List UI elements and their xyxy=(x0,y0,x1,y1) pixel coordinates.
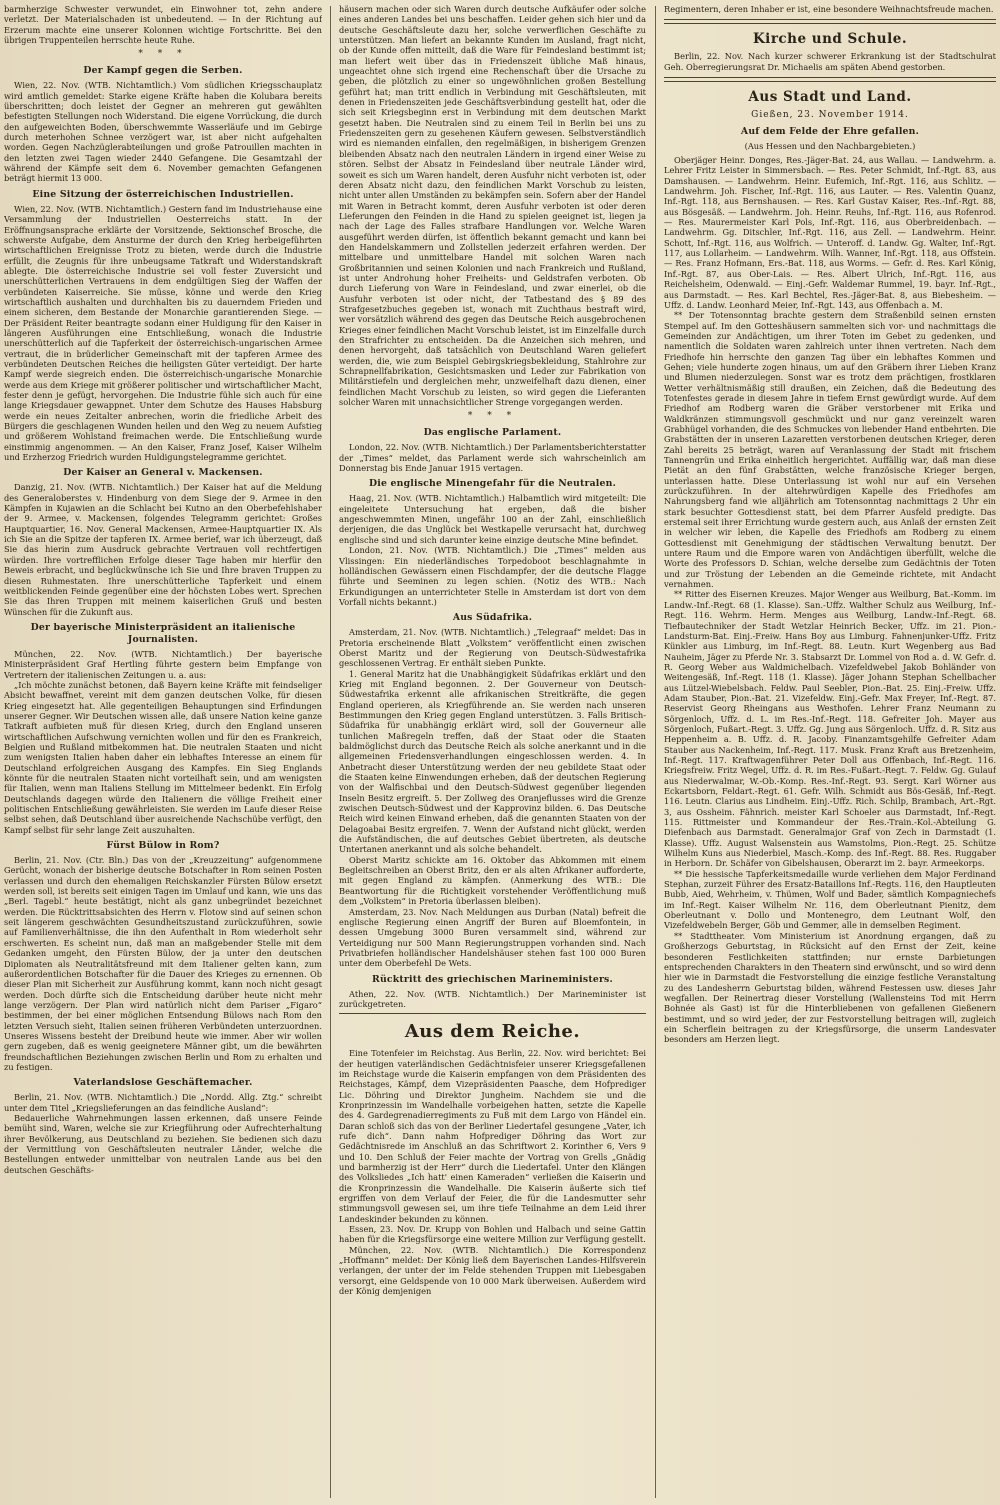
article-heading-suedafrika: Aus Südafrika. xyxy=(452,612,533,624)
article-body: Oberjäger Heinr. Donges, Res.-Jäger-Bat. 24, aus Wallau. — Landwehrm. a. Lehrer Fritz Leister in Simmersbach. — Res. Peter Schmidt, Inf.-Rgt. 83, aus Damshausen. — Landwehrm. Heinr. Eufemich, Inf.-Rgt. 116, aus Schlitz. — Landwehrm. Joh. Fischer, Inf.-Rgt. 116, aus Lauter. — Res. Valentin Quanz, Inf.-Rgt. 118, aus Bernshausen. — Res. Karl Gustav Kaiser, Res.-Inf.-Rgt. 88, aus Bösgesäß. — Landwehrm. Joh. Heinr. Reuhs, Inf.-Rgt. 116, aus Rofenrod. — Res. Maurermeister Karl Pols, Inf.-Rgt. 116, aus Oberbreidenbach. — Landwehrm. Gg. Ditschler, Inf.-Rgt. 116, aus Zell. — Landwehrm. Heinr. Schott, Inf.-Rgt. 116, aus Wolfrich. — Unteroff. d. Landw. Gg. Walter, Inf.-Rgt. 117, aus Lollarheim. — Landwehrm. Wilh. Wanner, Inf.-Rgt. 118, aus Offstein. — Res. Franz Hofmann, Ers.-Bat. 118, aus Worms. — Gefr. d. Res. Karl König, Inf.-Rgt. 87, aus Ober-Lais. — Res. Albert Ulrich, Inf.-Rgt. 116, aus Reichelsheim, Odenwald. — Einj.-Gefr. Waldemar Rummel, 19. bayr. Inf.-Rgt., aus Darmstadt. — Res. Karl Bechtel, Res.-Jäger-Bat. 8, aus Biebesheim. — Uffz. d. Landw. Leonhard Meier, Inf.-Rgt. 143, aus Offenbach a. M. xyxy=(664,155,996,310)
article-quote: „Ich möchte zunächst betonen, daß Bayern keine Kräfte mit feindseliger Absicht bewaffnet, vereint mit dem ganzen deutschen Volke, für diesen Krieg eingesetzt hat. Alle gegenteiligen Behauptungen sind Erfindungen unserer Gegner. Wir Deutschen wissen alle, daß unsere Nation keine ganze Tatkraft aufbieten muß für diesen Krieg, durch den England unseren wirtschaftlichen Aufschwung vernichten wollen und für den es Frankreich, Belgien und Rußland mitbekommen hat. Die neutralen Staaten und nicht zum wenigsten Italien haben daher ein lebhaftes Interesse an einem für Deutschland erfolgreichen Ausgang des Kampfes. Ein Sieg Englands könnte für die neutralen Staaten nicht vorteilhaft sein, und am wenigsten für Italien, wenn man Italiens Stellung im Mittelmeer bedenkt. Ein Erfolg Deutschlands dagegen würde den Italienern die völlige Freiheit einer politischen Entschließung gewährleisten. Sie werden im Laufe dieser Reise selbst sehen, daß Deutschland über ausreichende Nachschübe verfügt, den Kampf selbst für sehr lange Zeit auszuhalten. xyxy=(4,679,322,835)
article-body: München, 22. Nov. (WTB. Nichtamtlich.) Der bayerische Ministerpräsident Graf Hertling führte gestern beim Empfange von Vertretern der italienischen Zeitungen u. a. aus: xyxy=(4,648,322,680)
article-heading-gefallen: Auf dem Felde der Ehre gefallen. xyxy=(740,126,920,138)
section-heading-stadt-land: Aus Stadt und Land. xyxy=(748,89,912,106)
article-continuation: häusern machen oder sich Waren durch deutsche Aufkäufer oder solche eines anderen Landes bei uns beschaffen. Leider gehen sich hier und da deutsche Geschäftsleute dazu her, solche verwerflichen Geschäfte zu unterstützen. Man liefert an bekannte Kunden im Ausland, fragt nicht, ob der Kunde offen mitteilt, daß die Ware für Feindesland bestimmt ist; man liefert weit über das in Friedenszeit übliche Maß hinaus, ungeachtet ohne sich irgend eine Rechenschaft über die Ursache zu geben, die plötzlich zu einer so ungewöhnlichen großen Bestellung geführt hat; man tritt endlich in Verbindung mit Geschäftsleuten, mit denen in Friedenszeiten jede Geschäftsverbindung gestellt hat, oder die sich seit Kriegsbeginn erst in Verbindung mit dem deutschen Markt gesetzt haben. Die Neutralen sind zu einem Teil in Berlin bei uns zu Friedenszeiten gern zu gesehenen Käufern gewesen. Selbstverständlich wird es niemanden einfallen, den regelmäßigen, in bisherigem Grenzen bleibenden Absatz nach den neutralen Ländern in irgend einer Weise zu stören. Selbst der Absatz in Feindesland über neutrale Länder wird, soweit es sich um Waren handelt, deren Ausfuhr nicht verboten ist, oder deren Absatz nicht dazu, den feindlichen Markt Vorschub zu leisten, nicht unter allen Umständen zu bekämpfen sein. Sofern aber der Handel mit Waren in Betracht kommt, deren Ausfuhr verboten ist oder deren Lieferungen den Feinden in die Hand zu spielen geeignet ist, liegen ja nach der Lage des Falles strafbare Handlungen vor. Welche Waren ausgeführt werden dürfen, ist öffentlich bekannt gemacht und kann bei den Handelskammern und Zollstellen jederzeit erfahren werden. Der mittelbare und unmittelbare Handel mit solchen Waren nach Großbritannien und seinen Kolonien und nach Frankreich und Rußland, ist unter Androhung hoher Freiheits- und Geldstrafen verboten. Ob durch Lieferung von Ware in Feindesland, und zwar einerlei, ob die Ausfuhr verboten ist oder nicht, der Tatbestand des § 89 des Strafgesetzbuches gegeben ist, wonach mit Zuchthaus bestraft wird, wer vorsätzlich während des gegen das Deutsche Reich ausgebrochenen Krieges einer feindlichen Macht Vorschub leistet, ist im Einzelfalle durch den Strafrichter zu entscheiden. Da die Anzeichen sich mehren, und denen hervorgeht, daß tatsächlich von Deutschland Waren geliefert werden, die, wie zum Beispiel Gebirgskriegsbekleidung, Stahlrohre zur Schrapnellfabrikation, Gesichtsmasken und Leder zur Fabrikation von Militärstiefeln und dergleichen mehr, unzweifelhaft dazu dienen, einer feindlichen Macht Vorschub zu leisten, so wird gegen die Lieferanten solcher Waren mit unnachsichtlicher Strenge vorgegangen werden. xyxy=(339,4,646,408)
article-body: London, 21. Nov. (WTB. Nichtamtlich.) Die „Times“ melden aus Vlissingen: Ein niederländisches Torpedoboot beschlagnahmte in holländischen Gewässern einen Fischdampfer, der die deutsche Flagge führte und Seeminen zu legen schien. (Notiz des WTB.: Nach Erkundigungen an unterrichteter Stelle in Amsterdam ist dort von dem Vorfall nichts bekannt.) xyxy=(339,545,646,607)
article-body: Berlin, 21. Nov. (WTB. Nichtamtlich.) Die „Nordd. Allg. Ztg.“ schreibt unter dem Titel „Kriegslieferungen an das feindliche Ausland“: xyxy=(4,1092,322,1113)
article-heading-parlament: Das englische Parlament. xyxy=(423,427,562,439)
article-body: Amsterdam, 23. Nov. Nach Meldungen aus Durban (Natal) befreit die englische Regierung einen Angriff der Buren auf Bloemfontein, in dessen Umgebung 3000 Buren versammelt sind, während zur Verteidigung nur 500 Mann Regierungstruppen vorhanden sind. Nach Privatbriefen holländischer Handelshäuser stehen fast 100 000 Buren unter dem Oberbefehl De Wets. xyxy=(339,906,646,969)
section-heading-reich: Aus dem Reiche. xyxy=(404,1021,581,1043)
article-body: Essen, 23. Nov. Dr. Krupp von Bohlen und Halbach und seine Gattin haben für die Kriegsfürsorge eine weitere Million zur Verfügung gestellt. xyxy=(339,1224,646,1245)
column-rule xyxy=(655,6,656,1498)
section-heading-kirche: Kirche und Schule. xyxy=(752,31,908,48)
article-body: ** Die hessische Tapferkeitsmedaille wurde verliehen dem Major Ferdinand Stephan, zurzeit Führer des Ersatz-Bataillons Inf.-Regts. 116, den Hauptleuten Bubb, Aied, Wehrheim, v. Thümen, Wolf und Bader, sämtlich Kompagniechefs im Inf.-Regt. Kaiser Wilhelm Nr. 116, dem Oberleutnant Pienitz, dem Oberleutnant v. Dollo und Montenegro, dem Leutnant Wolf, den Vizefeldwebeln Berger, Göb und Gemmer, alle in demselben Regiment. xyxy=(664,868,996,931)
article-body: München, 22. Nov. (WTB. Nichtamtlich.) Die Korrespondenz „Hoffmann“ meldet: Der König ließ dem Bayerischen Landes-Hilfsverein verlangen, der unter der im Felde stehenden Truppen mit Liebesgaben versorgt, eine Geldspende von 10 000 Mark überweisen. Außerdem wird der König demjenigen xyxy=(339,1244,646,1297)
dateline: Gießen, 23. November 1914. xyxy=(751,110,909,121)
article-body: Haag, 21. Nov. (WTB. Nichtamtlich.) Halbamtlich wird mitgeteilt: Die eingeleitete Untersuchung hat ergeben, daß die bisher angeschwemmten Minen, ungefähr 100 an der Zahl, einschließlich derjenigen, die das Unglück bei Westkapelle verursacht hat, durchweg englische sind und sich darunter keine einzige deutsche Mine befindet. xyxy=(339,493,646,545)
article-heading-buelow: Fürst Bülow in Rom? xyxy=(106,840,220,852)
column-middle xyxy=(339,4,646,1500)
article-body: London, 22. Nov. (WTB. Nichtamtlich.) Der Parlamentsberichterstatter der „Times“ meldet, das Parlament werde sich wahrscheinlich am Donnerstag bis Ende Januar 1915 vertagen. xyxy=(339,442,646,474)
column-right xyxy=(664,4,996,1500)
section-rule xyxy=(664,19,996,24)
article-body: ** Der Totensonntag brachte gestern dem Straßenbild seinen ernsten Stempel auf. Im den Gotteshäusern sammelten sich vor- und nachmittags die Gemeinden zur Andächtigen, um ihrer Toten im Gebet zu gedenken, und namentlich die Soldaten waren zahlreich unter ihnen vertreten. Nach dem Friedhofe hin herrschte den ganzen Tag über ein lebhaftes Kommen und Gehen; viele hunderte zogen hinaus, um auf den Gräbern ihrer Lieben Kranz und Blumen niederzulegen. Sonst war es trotz dem prächtigen, frostklaren Wetter verhältnismäßig still draußen, ein Zeichen, daß die Bedeutung des Totenfestes gerade in diesem Jahre in tiefem Ernst gewürdigt wurde. Auf dem Friedhof am Rodberg waren die Gräber verstorbener mit Erika und Waldkränzen stimmungsvoll geschmückt und nur ganz vereinzelt waren Grabhügel vorhanden, die des Schmuckes von liebender Hand entbehrten. Die Grabstätten der in unseren Lazaretten verstorbenen deutschen Krieger, deren Zahl bereits 25 beträgt, waren auf Veranlassung der Stadt mit frischem Tannengrün und Erika einheitlich hergerichtet. Auffällig war, daß man diese Pietät an den fünf Grabstätten, welche französische Krieger bergen, unterlassen hatte. Diese Unterlassung ist wohl nur auf ein Versehen zurückzuführen. In der altehrwürdigen Kapelle des Friedhofes am Nahrungsberg fand wie alljährlich am Totensonntag nachmittags 2 Uhr ein stark besuchter Gottesdienst statt, bei dem Pfarrer Ausfeld predigte. Das erstemal seit ihrer Errichtung wurde gestern auch, aus Anlaß der ernsten Zeit in welcher wir leben, die Kapelle des Friedhofs am Rodberg zu einem Gottesdienst mit Genehmigung der städtischen Verwaltung benutzt. Der untere Raum und die Empore waren von Andächtigen überfüllt, welche die Worte des Professors D. Schian, welche derselbe zum Gedächtnis der Toten und zur Tröstung der Lebenden an die Gemeinde richtete, mit Andacht vernahmen. xyxy=(664,310,996,590)
section-separator: * * * xyxy=(467,411,518,422)
section-rule xyxy=(339,1013,646,1014)
article-body: Wien, 22. Nov. (WTB. Nichtamtlich.) Vom südlichen Kriegsschauplatz wird amtlich gemeldet: Starke eigene Kräfte haben die Kolubara bereits überschritten; doch leistet der Gegner an mehreren gut gewählten befestigten Stellungen noch Widerstand. Die eigene Vorrückung, die durch den aufgeweichten Boden, überschwemmte Wasserläufe und im Gebirge durch meterhohen Schnee verzögert war, ist aber nicht aufgehalten worden. Gegen Nachzüglerabteilungen und große Patrouillen machten in den letzten zwei Tagen wieder 2440 Gefangene. Die Gesamtzahl der während der Kämpfe seit dem 6. November gemachten Gefangenen beträgt hiermit 13 000. xyxy=(4,80,322,184)
article-body: Bedauerliche Wahrnehmungen lassen erkennen, daß unsere Feinde bemüht sind, Waren, welche sie zur Kriegführung oder Aufrechterhaltung ihrer Bevölkerung, aus Deutschland zu beziehen. Sie bedienen sich dazu der Vermittlung von Geschäftsleuten neutraler Länder, welche die Bestellungen entweder unmittelbar von neutralen Lande aus bei den deutschen Geschäfts- xyxy=(4,1112,322,1175)
article-body: Berlin, 21. Nov. (Ctr. Bln.) Das von der „Kreuzzeitung“ aufgenommene Gerücht, wonach der bisherige deutsche Botschafter in Rom seinen Posten verlassen und durch den ehemaligen Reichskanzler Fürsten Bülow ersetzt werden soll, ist bereits seit einigen Tagen im Umlauf und kann, wie uns das „Berl. Tagebl.“ heute bestätigt, nicht als ganz unbegründet bezeichnet werden. Die Rücktrittsabsichten des Herrn v. Flotow sind auf seinen schon seit längerem geschwächten Gesundheitszustand zurückzuführen, sowie auf Familienverhältnisse, die ihn den Aufenthalt in Rom wiederholt sehr erschwerten. Es scheint nun, daß man an maßgebender Stelle mit dem Gedanken umgeht, den Fürsten Bülow, der ja unter den deutschen Diplomaten als Neutralitätsfreund mit dem Italiener gelten kann, zum außerordentlichen Botschafter für die Dauer des Krieges zu ernennen. Ob dieser Plan mit Sicherheit zur Ausführung kommt, kann noch nicht gesagt werden. Doch dürfte sich die Entscheidung darüber heute nicht mehr lange verzögern. Der Plan wird natürlich nicht dem Pariser „Figaro“ bestimmen, der bei einer möglichen Entsendung Bülows nach Rom den letzten Versuch sieht, Italien seinen früheren Verbündeten unterzuordnen. Unseres Wissens besteht der Dreibund heute wie immer. Aber wir wollen gern zugeben, daß es wenig geeignetere Männer gibt, um die bewährten freundschaftlichen Beziehungen zwischen Berlin und Rom zu erhalten und zu festigen. xyxy=(4,855,322,1072)
article-heading-mackensen: Der Kaiser an General v. Mackensen. xyxy=(63,467,263,479)
article-body: ** Stadttheater. Vom Ministerium ist Anordnung ergangen, daß zu Großherzogs Geburtstag, in Rücksicht auf den Ernst der Zeit, keine besonderen Festlichkeiten stattfinden; nur ernste Darbietungen entsprechenden Charakters in den Theatern sind erwünscht, und so wird denn hier wie in Darmstadt die Festvorstellung die einzige festliche Veranstaltung zu des Landesherrn Geburtstag bilden, während Festessen usw. dieses Jahr wegfallen. Der Reinertrag dieser Vorstellung (Wallensteins Tod mit Herrn Bohnée als Gast) ist für die Hinterbliebenen von gefallenen Gießenern bestimmt, und so wird jeder, der zur Festvorstellung beitragen will, zugleich ein Scherflein beitragen zu der Kriegsfürsorge, die unserm Landesvater besonders am Herzen liegt. xyxy=(664,930,996,1045)
article-body: Berlin, 22. Nov. Nach kurzer schwerer Erkrankung ist der Stadtschulrat Geh. Oberregierungsrat Dr. Michaelis am späten Abend gestorben. xyxy=(664,51,996,72)
article-continuation: barmherzige Schwester verwundet, ein Einwohner tot, zehn andere verletzt. Der Materialschaden ist unbedeutend. — In der Richtung auf Erzerum machte eine unserer Kolonnen wichtige Fortschritte. Bei den übrigen Truppenteilen herrschte heute Ruhe. xyxy=(4,4,322,46)
article-body: Oberst Maritz schickte am 16. Oktober das Abkommen mit einem Begleitschreiben an Oberst Britz, den er als alten Afrikaner aufforderte, mit gegen England zu kämpfen. (Anmerkung des WTB.: Die Beantwortung für die Richtigkeit vorstehender Veröffentlichung muß dem „Volkstem“ in Pretoria überlassen bleiben). xyxy=(339,854,646,907)
article-heading-ministerpraesident: Der bayerische Ministerpräsident an italienische Journalisten. xyxy=(30,621,296,645)
article-heading-geschaeftemacher: Vaterlandslose Geschäftemacher. xyxy=(73,1077,253,1089)
column-rule xyxy=(330,6,331,1498)
article-heading-industrielle: Eine Sitzung der österreichischen Industriellen. xyxy=(32,188,294,200)
article-body: 1. General Maritz hat die Unabhängigkeit Südafrikas erklärt und den Krieg mit England begonnen. 2. Der Gouverneur von Deutsch-Südwestafrika erkennt alle afrikanischen Streitkräfte, die gegen England operieren, als Kriegführende an. Sie werden nach unseren Bestimmungen den Krieg gegen England unterstützen. 3. Falls Britisch-Südafrika für unabhängig erklärt wird, soll der Gouverneur alle tunlichen Maßregeln treffen, daß der Staat oder die Staaten baldmöglichst durch das Deutsche Reich als solche anerkannt und in die allgemeinen Friedensverhandlungen eingeschlossen werden. 4. In Anbetracht dieser Unterstützung werden der neu gebildete Staat oder die Staaten keine Einwendungen erheben, daß der deutschen Regierung von der Walfischbai und den Deutsch-Südwest gegenüber liegenden Inseln Besitz ergreift. 5. Der Zollweg des Oranjeflusses wird die Grenze zwischen Deutsch-Südwest und der Kapprovinz bilden. 6. Das Deutsche Reich wird keinen Einwand erheben, daß die genannten Staaten von der Delagoabai Besitz ergreifen. 7. Wenn der Aufstand nicht glückt, werden die Aufständischen, die auf deutsches Gebiet übertreten, als deutsche Untertanen anerkannt und als solche behandelt. xyxy=(339,668,646,855)
article-heading-marineminister: Rücktritt des griechischen Marineministers. xyxy=(372,973,613,985)
article-body: Eine Totenfeier im Reichstag. Aus Berlin, 22. Nov. wird berichtet: Bei der heutigen vaterländischen Gedächtnisfeier unserer Kriegsgefallenen im Reichstage wurde die Kaiserin empfangen von dem Präsidenten des Reichstages, Kämpf, dem Vizepräsidenten Paasche, dem Hofprediger Lic. Döhring und Direktor Jungheim. Nachdem sie und die Kronprinzessin im Wandelhalle vorbeigehen hatten, setzte die Kapelle des 4. Gardegrenadierregiments zu Fuß mit dem Largo von Händel ein. Daran schloß sich das von der Berliner Liedertafel gesungene „Vater, ich rufe dich“. Dann nahm Hofprediger Döhring das Wort zur Gedächtnisrede im Anschluß an das Schriftwort 2. Korinther 6, Vers 9 und 10. Den Schluß der Feier machte der Vortrag von Grells „Gnädig und barmherzig ist der Herr“ durch die Liedertafel. Unter den Klängen des Volksliedes „Ich hatt' einen Kameraden“ verließen die Kaiserin und die Kronprinzessin die Wandelhalle. Die Kaiserin äußerte sich tief ergriffen von dem Verlauf der Feier, die für die Landesmutter sehr stimmungsvoll gewesen sei, um ihre tiefe Teilnahme an dem Leid ihrer Landeskinder bekunden zu können. xyxy=(339,1048,646,1224)
article-heading-serben: Der Kampf gegen die Serben. xyxy=(83,65,243,77)
article-subheading: (Aus Hessen und den Nachbargebieten.) xyxy=(744,141,916,152)
article-body: Amsterdam, 21. Nov. (WTB. Nichtamtlich.) „Telegraaf“ meldet: Das in Pretoria erscheinende Blatt „Volkstem“ veröffentlicht einen zwischen Oberst Maritz und der Regierung von Deutsch-Südwestafrika geschlossenen Vertrag. Er enthält sieben Punkte. xyxy=(339,627,646,669)
section-rule xyxy=(664,77,996,82)
article-body: Danzig, 21. Nov. (WTB. Nichtamtlich.) Der Kaiser hat auf die Meldung des Generaloberstes v. Hindenburg von dem Siege der 9. Armee in den Kämpfen in Kujawien an die Schlacht bei Kutno an den Oberbefehlshaber der 9. Armee, v. Mackensen, folgendes Telegramm gerichtet: Großes Hauptquartier, 16. Nov. General Mackensen, Armee-Hauptquartier IX. Als ich Sie an die Spitze der tapferen IX. Armee berief, war ich überzeugt, daß Sie das hierin zum Ausdruck gebrachte Vertrauen voll rechtfertigen würden. Ihre vortrefflichen Erfolge dieser Tage haben mir hierfür den Beweis erbracht, und beglückwünsche ich Sie und Ihre braven Truppen zu diesen Ruhmestaten. Ihre unerschütterliche Tapferkeit und einem weitblickenden Feinde gegenüber eine der höchsten Lobes wert. Sprechen Sie das Ihren Truppen mit meinem kaiserlichen Gruß und besten Wünschen für die Zukunft aus. xyxy=(4,482,322,617)
article-body: ** Ritter des Eisernen Kreuzes. Major Wenger aus Weilburg, Bat.-Komm. im Landw.-Inf.-Regt. 68 (1. Klasse). San.-Uffz. Walther Schulz aus Weilburg, Inf.-Regt. 116. Wehrm. Herm. Menges aus Weilburg, Landw.-Inf.-Regt. 68. Tiefbautechniker der Stadt Wetzlar Heinrich Becker, Uffz. im 21. Pion.-Landsturm-Bat. Einj.-Freiw. Hans Boy aus Limburg. Fahnenjunker-Uffz. Fritz Künkler aus Limburg, im Inf.-Regt. 88. Leutn. Kurt Wegenberg aus Bad Nauheim, Jäger zu Pferde Nr. 3. Stabsarzt Dr. Lommel von Rod a. d. W. Gefr. d. R. Georg Weber aus Waldmichelbach. Vizefeldwebel Jakob Bohländer von Weitengesäß, Inf.-Regt. 118 (1. Klasse). Jäger Johann Stephan Schellbacher aus Lützel-Wiebelsbach. Feldw. Paul Seebler, Pion.-Bat. 25. Einj.-Freiw. Uffz. Adam Stauber, Pion.-Bat. 21. Vizefeldw. Einj.-Gefr. Max Freyer, Inf.-Regt. 87. Reservist Georg Rheingans aus Westhofen. Lehrer Franz Neumann zu Sörgenloch, Uffz. d. L. im Res.-Inf.-Regt. 118. Gefreiter Joh. Mayer aus Sörgenloch, Fußart.-Regt. 3. Uffz. Gg. Jung aus Sörgenloch. Uffz. d. R. Sitz aus Heppenheim a. B. Uffz. d. R. Jacoby. Finanzamtsgehilfe Gefreiter Adam Stauber aus Nackenheim, Inf.-Regt. 117. Musk. Franz Kraft aus Bretzenheim, Inf.-Regt. 117. Kraftwagenführer Peter Doll aus Offenbach, Inf.-Regt. 116. Kriegsfreiw. Fritz Wegel, Uffz. d. R. im Res.-Fußart.-Regt. 7. Feldw. Gg. Gulauf aus Niederwalmar, W.-Ob.-Komp. Res.-Inf.-Regt. 93. Sergt. Karl Wörner aus Eckartsborn, Feldart.-Regt. 61. Gefr. Wilh. Schmidt aus Bös-Gesäß, Inf.-Regt. 116. Leutn. Clarius aus Lindheim. Einj.-Uffz. Rich. Schilp, Brambach, Art.-Rgt. 3, aus Ossheim. Fähnrich. meister Karl Schoeler aus Darmstadt, Inf.-Regt. 115. Rittmeister und Kommandeur der Res.-Train.-Kol.-Abteilung G. Diefenbach aus Darmstadt. Generalmajor Graf von Zech in Darmstadt (1. Klasse). Uffz. August Walsenstein aus Wamstolms, Pion.-Regt. 25. Schütze Wilhelm Kuns aus Niederbiel, Masch.-Komp. des Inf.-Regt. 88. Res. Ruggaber in Herborn. Dr. Schäfer von Gibelshausen, Oberarzt im 2. bayr. Armeekorps. xyxy=(664,589,996,869)
section-separator: * * * xyxy=(138,49,188,60)
article-heading-minengefahr: Die englische Minengefahr für die Neutralen. xyxy=(368,478,617,490)
column-left xyxy=(4,4,322,1500)
article-body: Athen, 22. Nov. (WTB. Nichtamtlich.) Der Marineminister ist zurückgetreten. xyxy=(339,988,646,1009)
article-body: Wien, 22. Nov. (WTB. Nichtamtlich.) Gestern fand im Industriehause eine Versammlung der Industriellen Oesterreichs statt. In der Eröffnungsansprache erklärte der Vorsitzende, Sektionschef Brosche, die schwerste Aufgabe, dem Ansturme der durch den Krieg herbeigeführten wirtschaftlichen Ereignisse Trotz zu bieten, werde durch die Industrie erfüllt, die Zeugnis für ihre unbeugsame Tatkraft und Widerstandskraft ablegte. Die österreichische Industrie sei voll fester Zuversicht und unerschütterlichen Vertrauens in dem endgültigen Sieg der Waffen der verbündeten Kaiserreiche. Sie müsse, könne und werde den Krieg wirtschaftlich aushalten und durchhalten bis zu dauerndem Frieden und einem sicheren, dem Bestande der Monarchie garantierenden Siege. — Der Präsident Reiter beantragte sodann einer Huldigung für den Kaiser in längeren Ausführungen eine Entschließung, wonach die Industrie unerschütterlich auf die Tapferkeit der österreichisch-ungarischen Armee vertraut, die in brüderlicher Gemeinschaft mit der tapferen Armee des verbündeten Deutschen Reiches die heiligsten Güter verteidigt. Der harte Kampf werde siegreich enden. Die österreichisch-ungarische Monarchie werde aus dem Kriege mit größerer politischer und wirtschaftlicher Macht, fester denn je gefügt, hervorgehen. Die Industrie fühle sich auch für eine lange Kriegsdauer gewappnet. Unter dem Schutze des Hauses Habsburg werde ein neues Zeitalter anbrechen, worin die friedliche Arbeit des Bürgers die geschlagenen Wunden heilen und den Weg zu neuem Aufstieg und größerem Wohlstand freimachen werde. Die Entschließung wurde einstimmig angenommen. — An den Kaiser, Franz Josef, Kaiser Wilhelm und Erzherzog Friedrich wurden Huldigungstelegramme gerichtet. xyxy=(4,203,322,463)
article-continuation: Regimentern, deren Inhaber er ist, eine besondere Weihnachtsfreude machen. xyxy=(664,4,994,14)
